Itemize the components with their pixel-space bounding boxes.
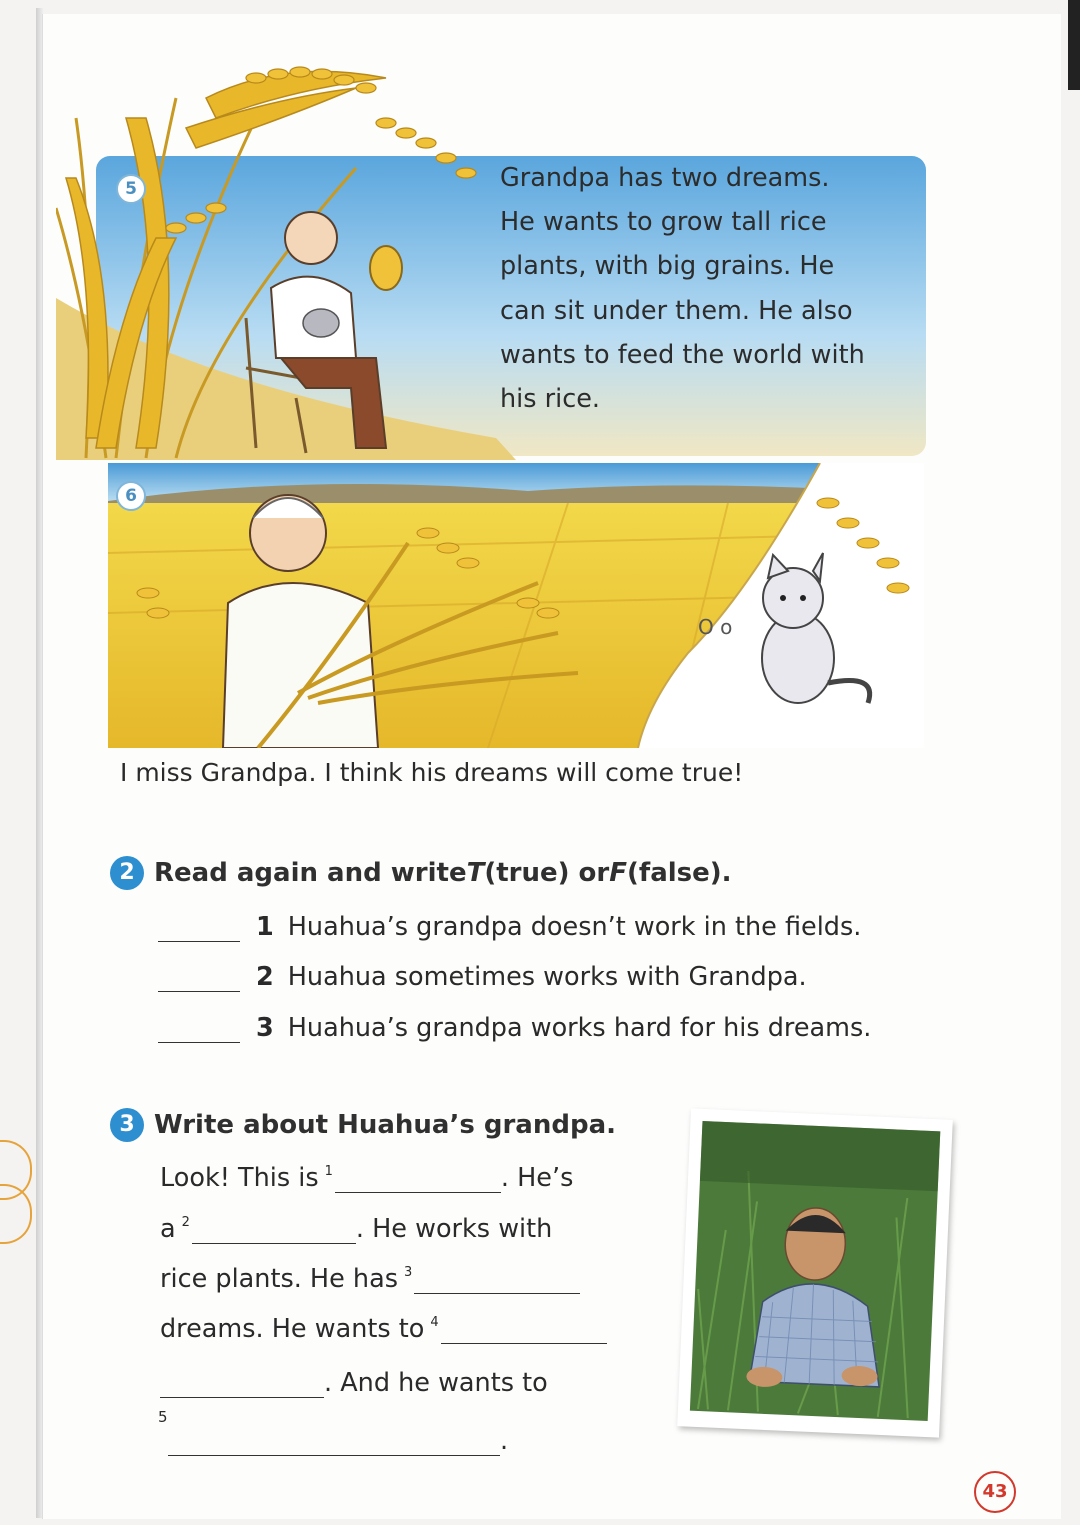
- write-blank-4b[interactable]: [160, 1375, 324, 1398]
- story-line: plants, with big grains. He: [500, 251, 835, 282]
- tf-item: [158, 912, 861, 942]
- item-number: 3: [256, 1013, 274, 1043]
- writing-text: . He works with: [355, 1214, 553, 1244]
- exercise-3-heading: [110, 1108, 616, 1142]
- story-line: his rice.: [500, 384, 601, 415]
- writing-line-4: [160, 1314, 607, 1344]
- write-blank-2[interactable]: [192, 1221, 356, 1244]
- writing-line-1: [160, 1163, 573, 1193]
- writing-text: a: [160, 1214, 176, 1244]
- blank-number: 1: [324, 1164, 333, 1179]
- writing-text: . He’s: [500, 1163, 574, 1193]
- item-text: Huahua sometimes works with Grandpa.: [287, 962, 807, 992]
- writing-line-6: [168, 1426, 508, 1456]
- story-panel-6: [108, 463, 924, 748]
- writing-text: dreams. He wants to: [160, 1314, 425, 1344]
- page-edge: [1068, 0, 1080, 90]
- item-text: Huahua’s grandpa doesn’t work in the fields.: [287, 912, 862, 942]
- item-number: 1: [256, 912, 274, 942]
- story-panel-5: [56, 58, 926, 460]
- write-blank-1[interactable]: [335, 1170, 501, 1193]
- panel-5-number: 5: [116, 174, 146, 204]
- page-number: 43: [974, 1471, 1016, 1513]
- exercise-2-title-pre: Read again and write: [154, 858, 467, 888]
- answer-blank[interactable]: [158, 1020, 240, 1043]
- photo-image: [677, 1108, 953, 1437]
- blank-number: 2: [181, 1215, 190, 1230]
- exercise-2-title-post: (false).: [627, 858, 732, 888]
- writing-line-2: [160, 1214, 552, 1244]
- true-letter: T: [466, 858, 485, 888]
- answer-blank[interactable]: [158, 969, 240, 992]
- writing-text: Look! This is: [160, 1163, 319, 1193]
- grandpa-photo: [677, 1108, 953, 1437]
- story-line: can sit under them. He also: [500, 295, 853, 326]
- story-closing-line: I miss Grandpa. I think his dreams will come true!: [120, 758, 744, 787]
- write-blank-3[interactable]: [414, 1271, 580, 1294]
- writing-text: . And he wants to: [324, 1368, 548, 1398]
- tf-item: [158, 962, 807, 992]
- writing-text: .: [500, 1426, 509, 1456]
- writing-line-3: [160, 1264, 580, 1294]
- item-text: Huahua’s grandpa works hard for his dreams.: [287, 1013, 872, 1043]
- panel-5-text: [500, 156, 920, 456]
- write-blank-5[interactable]: [168, 1433, 500, 1456]
- story-line: He wants to grow tall rice: [500, 207, 827, 238]
- blank-number: 5: [158, 1408, 168, 1426]
- answer-blank[interactable]: [158, 919, 240, 942]
- blank-number: 3: [403, 1265, 413, 1280]
- exercise-2-heading: [110, 856, 732, 890]
- blank-number: 4: [430, 1315, 439, 1330]
- panel-6-illustration: [108, 463, 924, 748]
- write-blank-4[interactable]: [441, 1321, 607, 1344]
- thought-bubbles: O o: [698, 615, 733, 639]
- writing-line-5: [160, 1368, 548, 1398]
- exercise-2-number: 2: [110, 856, 144, 890]
- exercise-2-title-mid: (true) or: [484, 858, 610, 888]
- writing-text: rice plants. He has: [160, 1264, 398, 1294]
- item-number: 2: [256, 962, 274, 992]
- exercise-3-title: Write about Huahua’s grandpa.: [154, 1110, 616, 1140]
- story-line: wants to feed the world with: [500, 339, 865, 370]
- binding-mark: [0, 1184, 32, 1244]
- tf-item: [158, 1013, 871, 1043]
- panel-6-number: 6: [116, 481, 146, 511]
- exercise-3-number: 3: [110, 1108, 144, 1142]
- false-letter: F: [609, 858, 627, 888]
- story-line: Grandpa has two dreams.: [500, 163, 830, 193]
